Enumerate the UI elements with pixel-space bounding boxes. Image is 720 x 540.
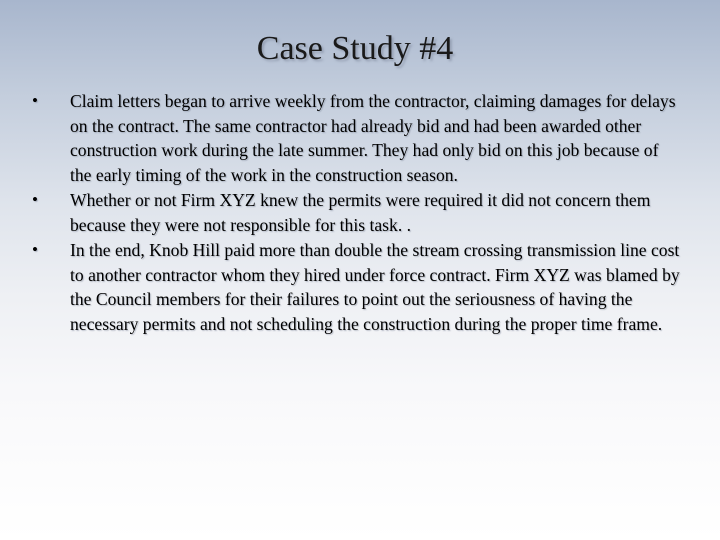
bullet-icon: • <box>32 91 38 110</box>
bullet-list <box>32 89 682 336</box>
bullet-text: In the end, Knob Hill paid more than double the stream crossing transmission line cost to another contractor whom they hired under force contract. Firm XYZ was blamed by the Council members for their failures to point out the seriousness of having the necessary permits and not scheduling the construction during the proper time frame. <box>70 240 680 334</box>
bullet-text: Claim letters began to arrive weekly from the contractor, claiming damages for delays on the contract. The same contractor had already bid and had been awarded other construction work during the late summer. They had only bid on this job because of the early timing of the work in the construction season. <box>70 91 676 185</box>
bullet-icon: • <box>32 190 38 209</box>
bullet-item <box>32 238 682 336</box>
bullet-item <box>32 188 682 237</box>
bullet-text: Whether or not Firm XYZ knew the permits were required it did not concern them because they were not responsible for this task. . <box>70 190 651 235</box>
bullet-item <box>32 89 682 187</box>
slide-title: Case Study #4 <box>256 30 454 67</box>
bullet-icon: • <box>32 240 38 259</box>
